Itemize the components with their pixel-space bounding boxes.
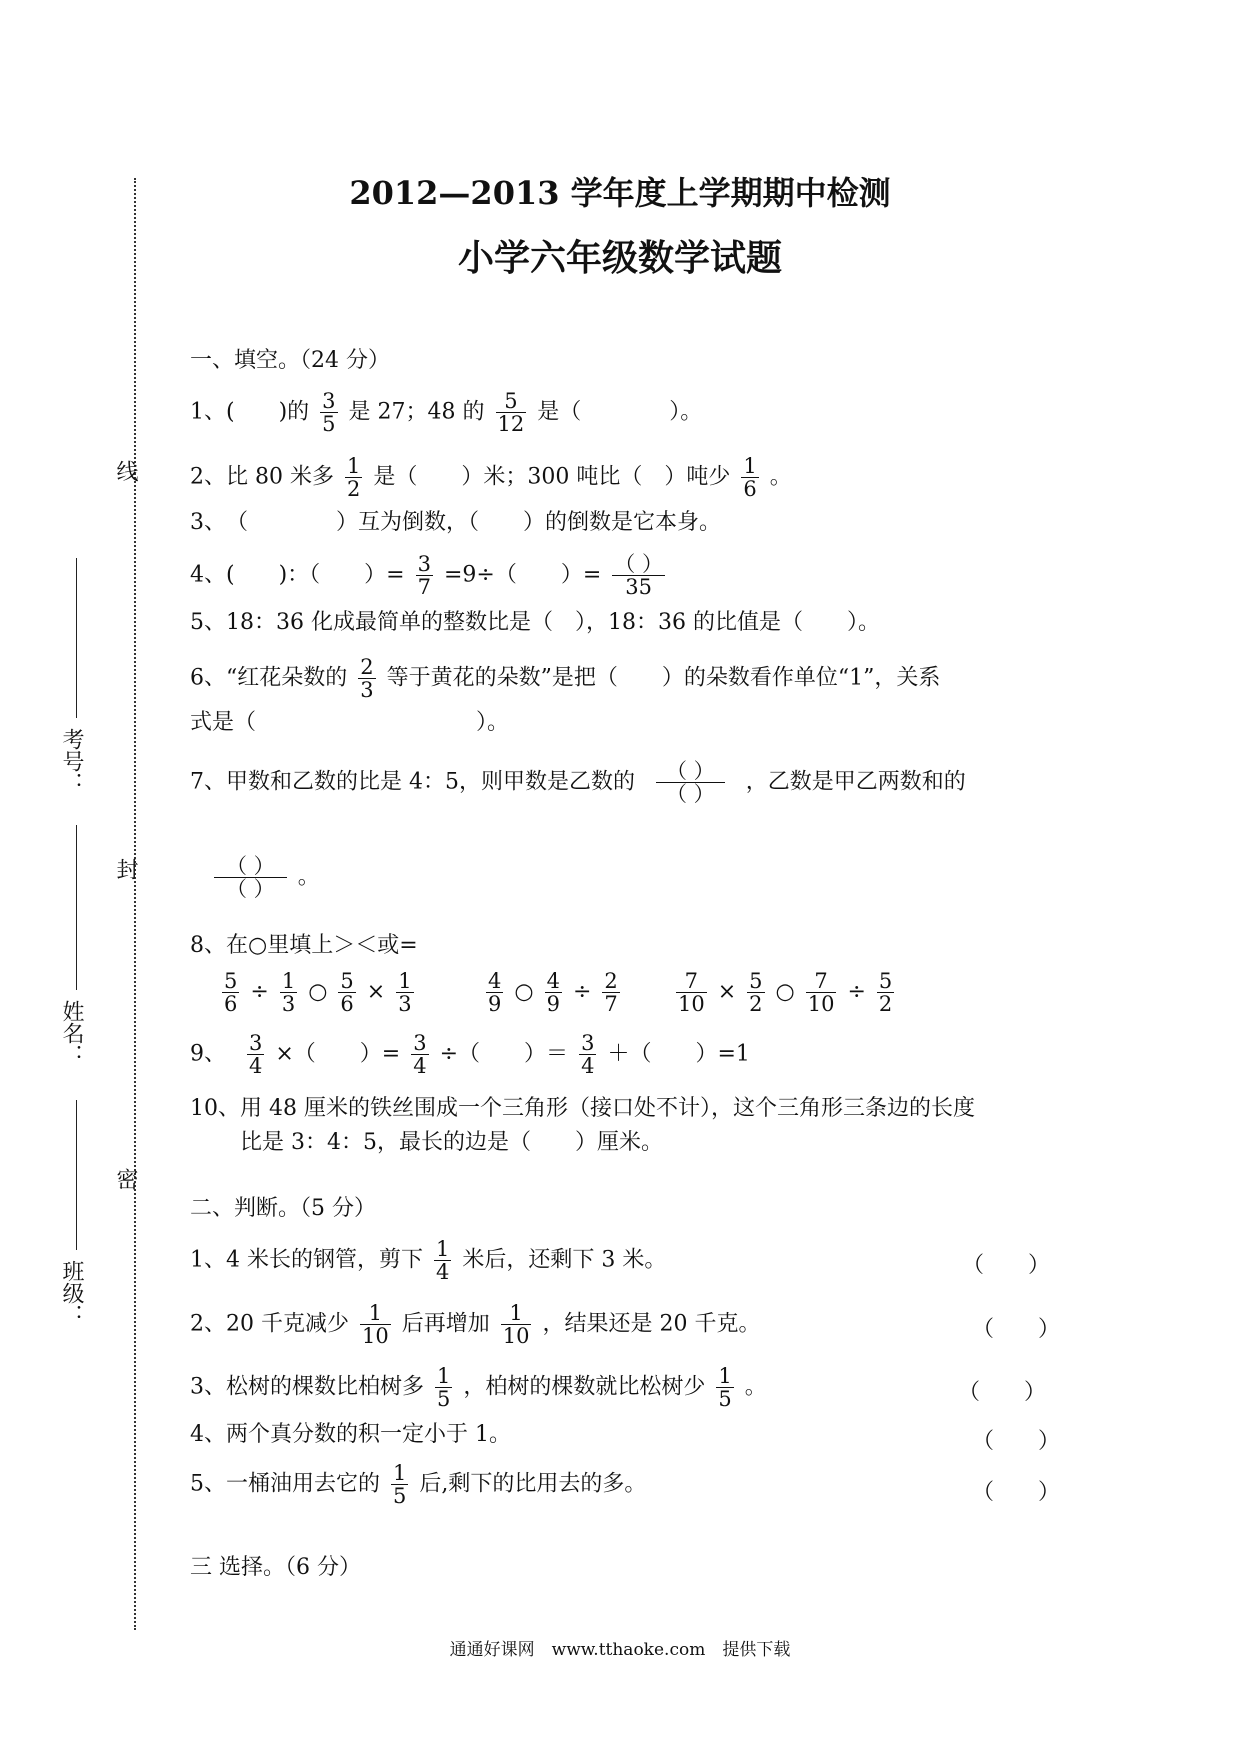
field-label-class: 班级： [59,1260,84,1326]
denominator: 3 [360,678,374,703]
fraction [612,553,665,598]
numerator: 3 [322,389,336,413]
denominator: 7 [417,575,431,600]
q-text: 等于黄花的朵数”是把（ ）的朵数看作单位“1”，关系 [386,665,941,691]
numerator: 1 [281,969,296,993]
numerator: 1 [360,1302,391,1325]
binding-mark-xian: 线 [113,460,138,482]
fraction [716,1365,733,1410]
judge-question-3 [190,1365,767,1410]
field-line-exam-number[interactable] [76,558,77,718]
numerator: 5 [749,969,763,993]
q-text: 后再增加 [401,1311,490,1337]
field-label-exam-number: 考号： [59,728,84,794]
numerator: 2 [360,655,374,679]
fraction [358,656,375,701]
binding-mark-feng: 封 [113,858,138,880]
question-1-3: 3、 （ ）互为倒数，（ ）的倒数是它本身。 [190,510,721,535]
denominator: 4 [581,1054,595,1079]
q-text: =9÷（ ）= [443,562,602,588]
fraction [579,1032,596,1077]
fraction [877,970,894,1015]
q-text: 6、“红花朵数的 [190,665,348,691]
denominator: 9 [546,992,560,1017]
denominator: 10 [362,1324,389,1349]
fraction [602,970,619,1015]
question-1-7-line2 [210,855,320,900]
numerator: （ ） [214,855,287,878]
numerator: 1 [501,1302,532,1325]
denominator: 3 [398,992,412,1017]
fraction [416,553,433,598]
fraction [435,1365,452,1410]
q-text: 。 [744,1374,767,1400]
numerator: 4 [488,969,502,993]
denominator: 6 [743,477,757,502]
q-text: ，柏树的棵数就比松树少 [463,1374,706,1400]
question-1-9 [190,1032,750,1077]
fraction [320,390,337,435]
numerator: 3 [249,1031,263,1055]
question-1-6 [190,656,940,701]
operator: ÷ [572,979,592,1005]
denominator: 12 [497,412,525,437]
numerator: 5 [340,969,354,993]
q-text: 。 [769,464,792,490]
judge-answer-slot-4[interactable]: （ ） [972,1429,1061,1454]
denominator: 4 [413,1054,427,1079]
fraction [214,855,287,900]
question-1-8-expr-2 [482,970,624,1015]
question-1-8-expr-3 [672,970,898,1015]
fraction [656,760,725,805]
numerator: 1 [436,1237,450,1261]
numerator: 5 [496,390,527,413]
q-text: ，结果还是 20 千克。 [542,1311,761,1337]
operator: × [717,979,737,1005]
denominator: 2 [749,992,763,1017]
denominator: 5 [437,1387,451,1412]
numerator: 1 [393,1461,407,1485]
fraction [247,1032,264,1077]
q-text: ，乙数是甲乙两数和的 [745,769,966,795]
numerator: 7 [676,970,707,993]
q-text: 2、比 80 米多 [190,464,334,490]
numerator: 1 [398,969,412,993]
question-1-8-heading: 8、在○里填上＞＜或= [190,933,418,958]
fraction [396,970,413,1015]
page-subtitle: 小学六年级数学试题 [457,238,782,279]
denominator: 6 [340,992,354,1017]
field-line-name[interactable] [76,1100,77,1250]
denominator: 5 [718,1387,732,1412]
q-text: ÷（ ）＝ [439,1041,569,1067]
q-text: 9、 [190,1041,226,1067]
q-text: 是（ ）米；300 吨比（ ）吨少 [373,464,731,490]
compare-circle[interactable]: ○ [514,979,534,1005]
question-1-10-line2: 比是 3：4：5，最长的边是（ ）厘米。 [240,1130,663,1155]
operator: ÷ [847,979,866,1005]
denominator: 10 [678,992,705,1017]
fraction [747,970,764,1015]
judge-question-2 [190,1302,760,1347]
question-1-10: 10、用 48 厘米的铁丝围成一个三角形（接口处不计），这个三角形三条边的长度 [190,1096,975,1121]
numerator: 3 [581,1031,595,1055]
question-1-4 [190,553,669,598]
fraction [280,970,297,1015]
section1-heading: 一、填空。（24 分） [190,348,390,373]
q-text: 。 [297,864,320,890]
denominator: 5 [322,412,336,437]
fraction [545,970,562,1015]
q-text: ＋（ ）=1 [607,1041,750,1067]
question-1-7 [190,760,966,805]
judge-answer-slot-5[interactable]: （ ） [972,1480,1061,1505]
fraction [496,390,527,435]
fraction [338,970,355,1015]
numerator: （ ） [614,552,663,576]
judge-question-5 [190,1462,646,1507]
section3-heading: 三 选择。（6 分） [190,1555,361,1580]
binding-mark-mi: 密 [113,1168,138,1190]
denominator: 2 [878,992,893,1017]
fraction [676,970,707,1015]
denominator: 10 [807,992,835,1017]
compare-circle[interactable]: ○ [308,979,328,1005]
numerator: 3 [417,552,431,576]
denominator: 2 [346,477,361,502]
fraction [391,1462,408,1507]
denominator: 10 [502,1324,530,1349]
binding-dotted-line [134,178,136,1630]
q-text: 是（ ）。 [537,399,703,425]
operator: ÷ [250,979,269,1005]
compare-circle[interactable]: ○ [775,979,795,1005]
question-1-1 [190,390,702,435]
numerator: 1 [743,454,757,478]
question-1-6-line2: 式是（ ）。 [190,710,510,735]
denominator: 7 [604,992,618,1017]
numerator: 1 [718,1364,732,1388]
judge-question-4: 4、两个真分数的积一定小于 1。 [190,1422,511,1447]
denominator: 5 [393,1484,407,1509]
judge-answer-slot-3[interactable]: （ ） [958,1380,1047,1405]
fraction [486,970,503,1015]
denominator: 9 [488,992,502,1017]
numerator: 3 [413,1031,427,1055]
fraction [434,1238,451,1283]
fraction [360,1302,391,1347]
q-text: 1、( )的 [190,399,310,425]
q-text: 4、( )：（ ）= [190,562,405,588]
fraction [222,970,239,1015]
fraction [411,1032,428,1077]
fraction [501,1302,532,1347]
fraction [741,455,758,500]
numerator: 2 [604,969,618,993]
numerator: 5 [878,969,893,993]
q-text: 米后，还剩下 3 米。 [462,1247,667,1273]
page-title: 2012—2013 学年度上学期期中检测 [349,174,891,212]
judge-answer-slot-1[interactable]: （ ） [962,1253,1051,1278]
judge-question-1 [190,1238,666,1283]
denominator: 4 [436,1260,450,1285]
q-text: 后,剩下的比用去的多。 [419,1471,647,1497]
q-text: 2、20 千克减少 [190,1311,349,1337]
fraction [345,455,362,500]
numerator: 1 [346,454,361,478]
q-text: 是 27；48 的 [348,399,485,425]
footer-credit: 通通好课网 www.tthaoke.com 提供下载 [449,1640,791,1660]
denominator: （ ） [666,782,715,807]
numerator: 7 [806,970,837,993]
field-line-exam-number-2[interactable] [76,825,77,990]
q-text: 7、甲数和乙数的比是 4：5，则甲数是乙数的 [190,769,635,795]
denominator: 4 [249,1054,263,1079]
denominator: （ ） [226,877,275,902]
q-text: ×（ ）= [275,1041,401,1067]
q-text: 3、松树的棵数比柏树多 [190,1374,424,1400]
numerator: 4 [546,969,560,993]
denominator: 6 [224,992,238,1017]
numerator: （ ） [656,760,725,783]
numerator: 1 [437,1364,451,1388]
question-1-2 [190,455,792,500]
section2-heading: 二、判断。（5 分） [190,1196,376,1221]
denominator: 3 [281,992,296,1017]
q-text: 5、一桶油用去它的 [190,1471,380,1497]
denominator: 35 [625,575,652,600]
operator: × [366,979,386,1005]
field-label-name: 姓名： [59,1000,84,1066]
question-1-5: 5、18：36 化成最简单的整数比是（ ），18：36 的比值是（ ）。 [190,610,880,635]
judge-answer-slot-2[interactable]: （ ） [972,1317,1061,1342]
numerator: 5 [224,969,238,993]
question-1-8-expr-1 [218,970,418,1015]
fraction [806,970,837,1015]
q-text: 1、4 米长的钢管，剪下 [190,1247,423,1273]
